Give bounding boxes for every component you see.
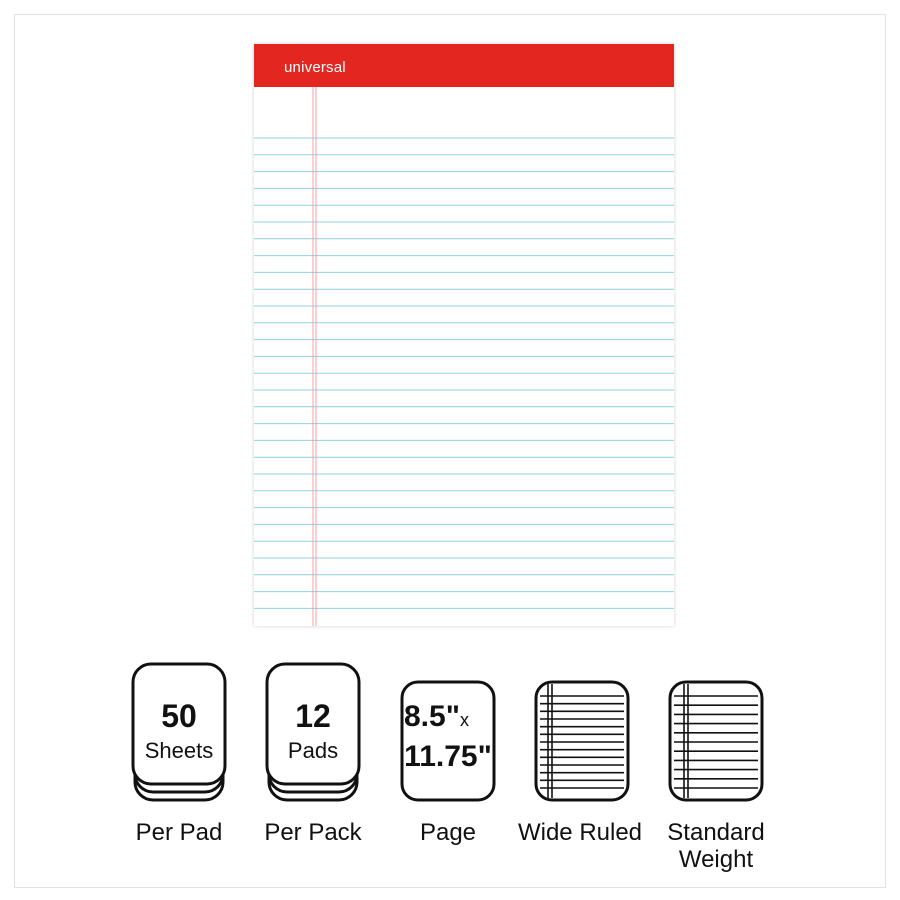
feature-pads-per-pack — [265, 664, 361, 804]
sheets-count: 50 — [161, 698, 197, 734]
ruled-lines — [254, 87, 674, 626]
caption-weight: Weight — [678, 846, 754, 873]
caption-standard: Standard — [667, 819, 765, 846]
feature-page-size — [400, 680, 496, 802]
caption-per-pack: Per Pack — [264, 819, 362, 846]
wide-ruled-icon — [534, 680, 630, 802]
legal-pad — [254, 44, 674, 626]
feature-wide-ruled — [534, 680, 630, 802]
brand-logo: universal — [284, 59, 346, 76]
caption-page: Page — [419, 819, 477, 846]
feature-sheets-per-pad — [131, 664, 227, 804]
pads-count: 12 — [295, 698, 331, 734]
pads-unit: Pads — [287, 738, 339, 763]
caption-standard-weight — [636, 819, 796, 873]
feature-standard-weight — [668, 680, 764, 802]
caption-per-pad: Per Pad — [135, 819, 223, 846]
page-height: 11.75" — [404, 740, 492, 773]
page-size-separator: x — [459, 710, 469, 730]
sheets-unit: Sheets — [144, 738, 214, 763]
standard-weight-icon — [668, 680, 764, 802]
pad-header — [254, 44, 674, 87]
caption-wide-ruled: Wide Ruled — [517, 819, 643, 846]
page-width-value: 8.5" — [404, 700, 460, 733]
page-width — [404, 700, 500, 734]
